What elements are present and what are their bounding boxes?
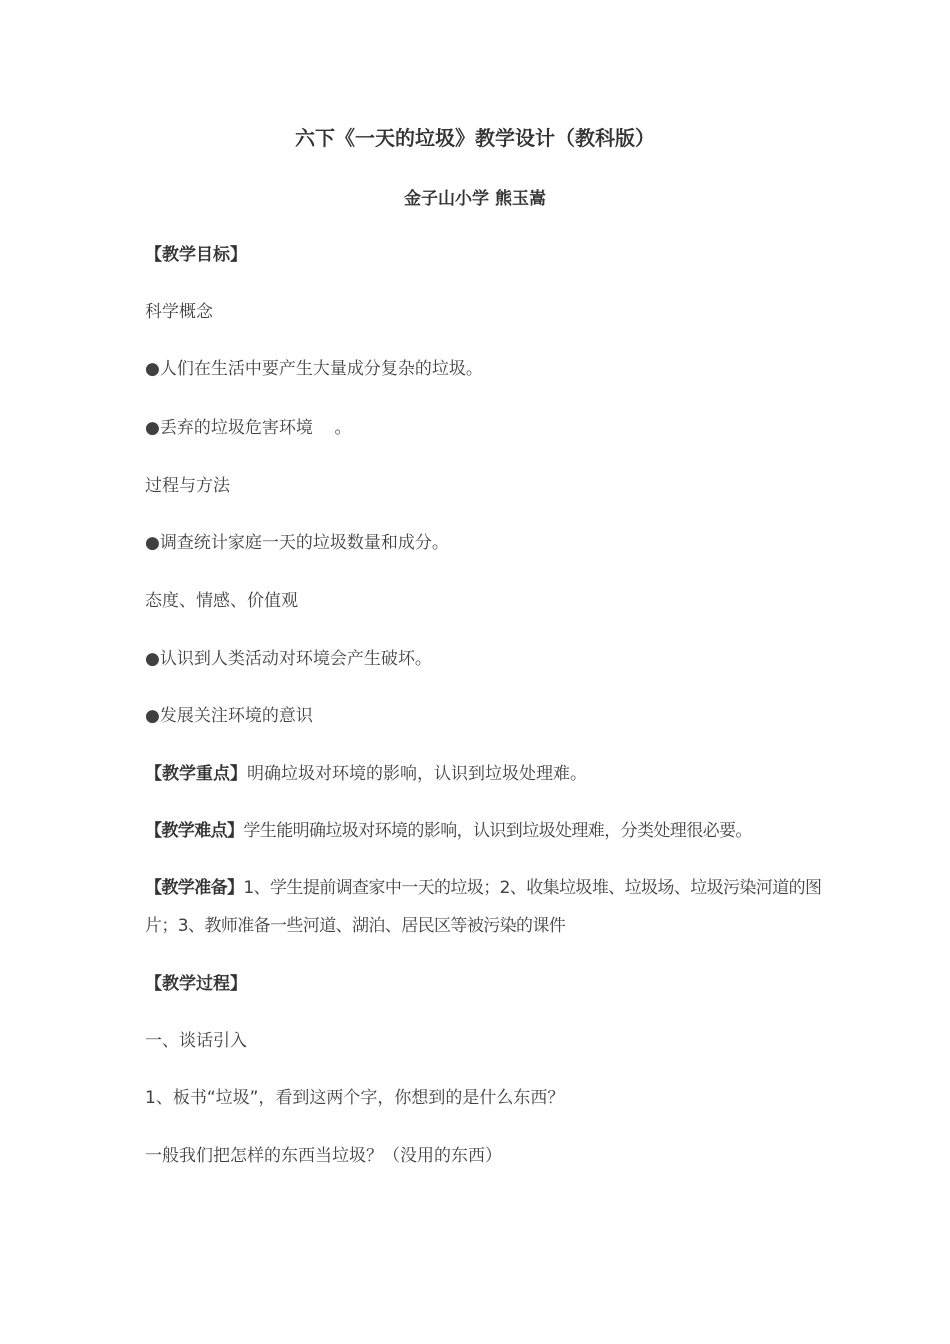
difficulty-label: 【教学难点】 — [145, 821, 244, 841]
method-item: ●调查统计家庭一天的垃圾数量和成分。 — [145, 533, 449, 553]
key-point-label: 【教学重点】 — [145, 764, 247, 784]
document-author: 金子山小学 熊玉嵩 — [404, 189, 546, 209]
preparation-paragraph — [145, 869, 835, 945]
key-point-text: 明确垃圾对环境的影响，认识到垃圾处理难。 — [247, 764, 587, 784]
attitude-item: ●认识到人类活动对环境会产生破坏。 — [145, 649, 432, 669]
process-part-heading: 一、谈话引入 — [145, 1031, 247, 1051]
objectives-heading: 【教学目标】 — [145, 245, 247, 265]
process-heading: 【教学过程】 — [145, 974, 247, 994]
preparation-text: 1、学生提前调查家中一天的垃圾；2、收集垃圾堆、垃圾场、垃圾污染河道的图片；3、教师准备一些河道、湖泊、居民区等被污染的课件 — [145, 878, 822, 936]
preparation-label: 【教学准备】 — [145, 878, 244, 898]
concept-heading: 科学概念 — [145, 302, 213, 322]
attitude-heading: 态度、情感、价值观 — [145, 591, 298, 611]
attitude-item: ●发展关注环境的意识 — [145, 706, 313, 726]
concept-item: ●人们在生活中要产生大量成分复杂的垃圾。 — [145, 359, 483, 379]
process-step: 1、板书“垃圾”，看到这两个字，你想到的是什么东西？ — [145, 1088, 565, 1108]
key-point-paragraph — [145, 762, 845, 786]
concept-item: ●丢弃的垃圾危害环境 。 — [145, 418, 352, 438]
method-heading: 过程与方法 — [145, 476, 230, 496]
process-question: 一般我们把怎样的东西当垃圾？（没用的东西） — [145, 1146, 502, 1166]
difficulty-text: 学生能明确垃圾对环境的影响，认识到垃圾处理难，分类处理很必要。 — [243, 821, 752, 841]
document-title: 六下《一天的垃圾》教学设计（教科版） — [295, 126, 655, 150]
difficulty-paragraph — [145, 819, 845, 843]
